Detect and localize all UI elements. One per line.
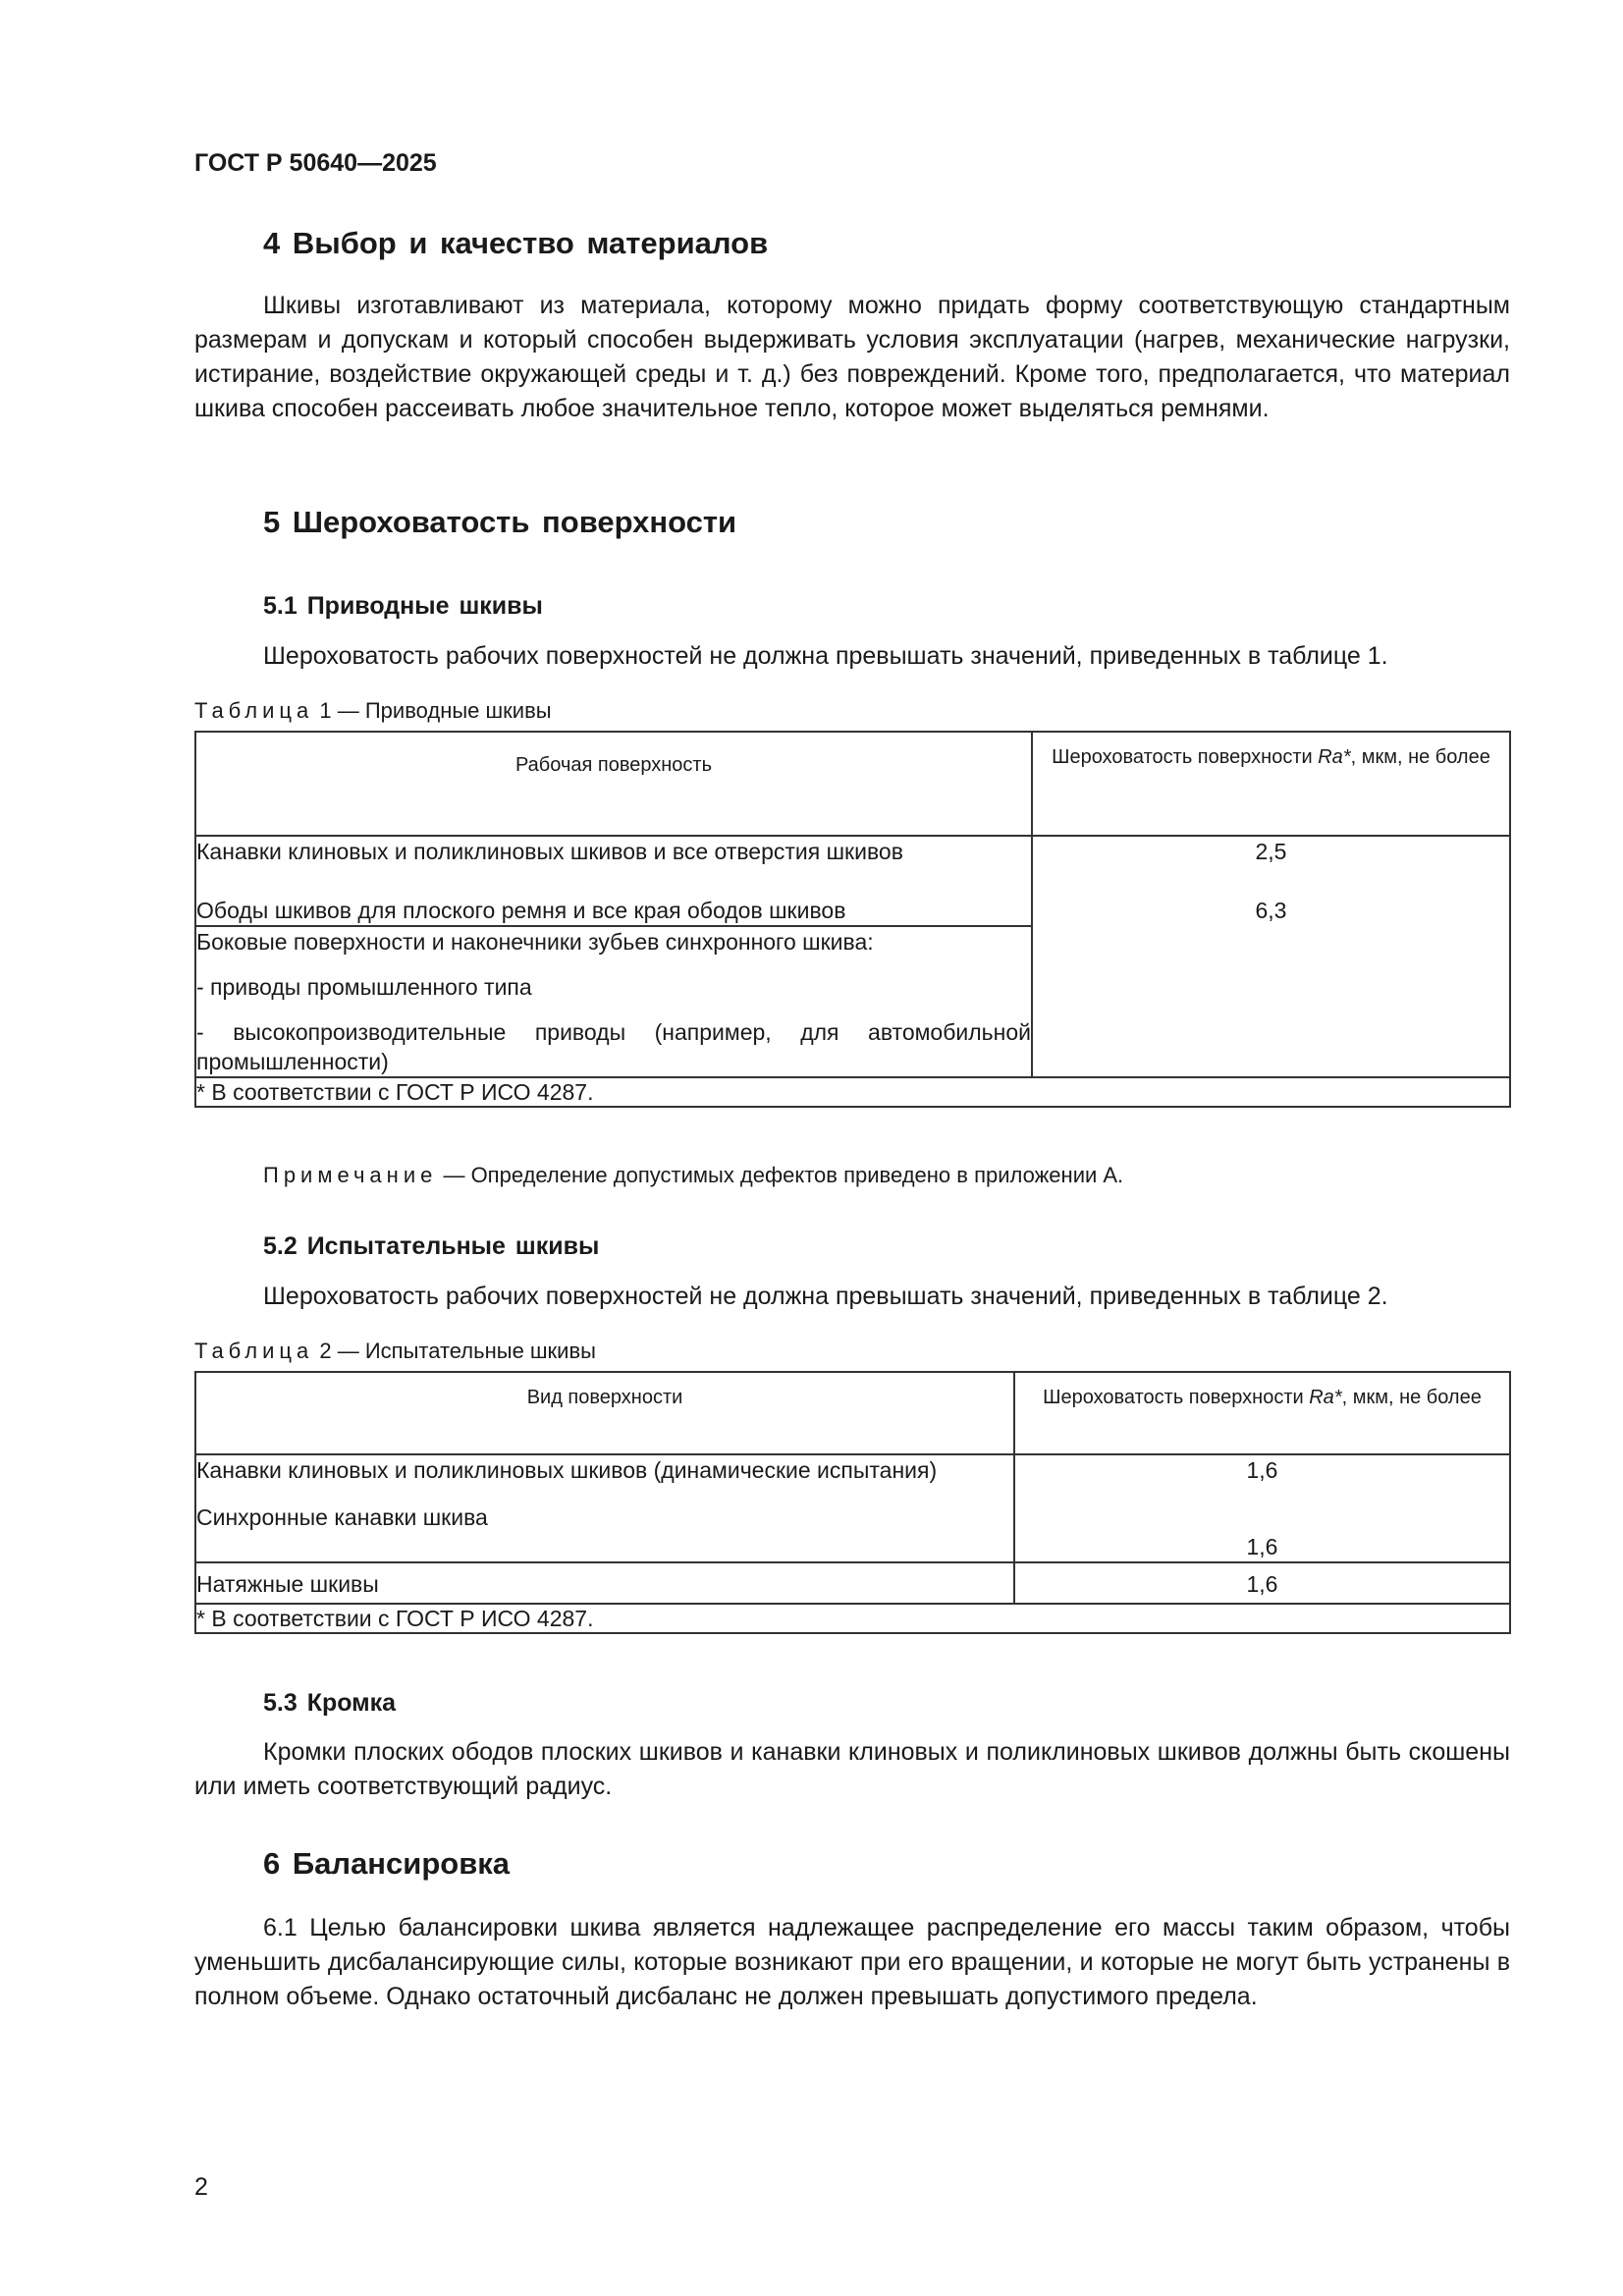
subsection-5-1-heading: 5.1 Приводные шкивы — [263, 592, 543, 620]
row-surface: Канавки клиновых и поликлиновых шкивов (динамические испытания) — [196, 1457, 938, 1483]
subsection-5-3-paragraph: Кромки плоских ободов плоских шкивов и канавки клиновых и поликлиновых шкивов должны быть скошены или иметь соответствующий радиус. — [194, 1738, 1510, 1800]
section-6-paragraph: 6.1 Целью балансировки шкива является надлежащее распределение его массы таким образом, чтобы уменьшить дисбалансирующие силы, которые возникают при его вращении, и которые не могут быть устранены в полном объеме. Однако остаточный дисбаланс не должен превышать допустимого предела. — [194, 1914, 1510, 2010]
row-value: 2,5 — [1255, 839, 1287, 864]
table-cell — [1032, 836, 1510, 1077]
table-cell — [195, 926, 1032, 1077]
row-surface: Канавки клиновых и поликлиновых шкивов и все отверстия шкивов — [196, 839, 903, 864]
table-header-cell: Вид поверхности — [195, 1372, 1014, 1454]
row-surface: - высокопроизводительные приводы (например, для автомобильной промышленности) — [196, 1019, 1031, 1074]
table-header-cell: Рабочая поверхность — [195, 732, 1032, 836]
table-row — [195, 1562, 1510, 1604]
table-2-caption: Таблица 2 — Испытательные шкивы — [194, 1339, 596, 1363]
table-header-row — [195, 1372, 1510, 1454]
table-row — [195, 836, 1510, 926]
table-cell: Натяжные шкивы — [195, 1562, 1014, 1604]
table-footnote-row — [195, 1077, 1510, 1107]
section-5-heading: 5 Шероховатость поверхности — [263, 505, 737, 539]
subsection-5-2-paragraph: Шероховатость рабочих поверхностей не должна превышать значений, приведенных в таблице 2. — [263, 1283, 1388, 1310]
table-1 — [194, 731, 1511, 1108]
table-cell — [1014, 1454, 1510, 1562]
table-cell — [195, 1454, 1014, 1562]
table-header-row — [195, 732, 1510, 836]
row-surface: Ободы шкивов для плоского ремня и все края ободов шкивов — [196, 898, 846, 923]
table-footnote: * В соответствии с ГОСТ Р ИСО 4287. — [195, 1604, 1510, 1633]
table-2 — [194, 1371, 1511, 1634]
table-header-cell: Шероховатость поверхности Ra*, мкм, не более — [1014, 1372, 1510, 1454]
section-4-heading: 4 Выбор и качество материалов — [263, 226, 769, 260]
table-header-cell: Шероховатость поверхности Ra*, мкм, не более — [1032, 732, 1510, 836]
row-value: 1,6 — [1246, 1534, 1278, 1559]
section-6-heading: 6 Балансировка — [263, 1846, 511, 1881]
subsection-5-3-heading: 5.3 Кромка — [263, 1689, 397, 1717]
table-row — [195, 1454, 1510, 1562]
subsection-5-2-heading: 5.2 Испытательные шкивы — [263, 1232, 600, 1260]
row-value: 6,3 — [1255, 898, 1287, 923]
row-surface: Синхронные канавки шкива — [196, 1504, 488, 1530]
row-value: 1,6 — [1246, 1457, 1278, 1483]
table-cell: 1,6 — [1014, 1562, 1510, 1604]
table-1-caption: Таблица 1 — Приводные шкивы — [194, 698, 552, 723]
table-cell — [195, 836, 1032, 926]
standard-number: ГОСТ Р 50640—2025 — [194, 149, 437, 177]
table-note: Примечание — Определение допустимых дефектов приведено в приложении А. — [263, 1163, 1124, 1187]
table-footnote: * В соответствии с ГОСТ Р ИСО 4287. — [195, 1077, 1510, 1107]
table-footnote-row — [195, 1604, 1510, 1633]
page-number: 2 — [194, 2173, 208, 2201]
subsection-5-1-paragraph: Шероховатость рабочих поверхностей не должна превышать значений, приведенных в таблице 1. — [263, 642, 1388, 670]
section-4-paragraph: Шкивы изготавливают из материала, которому можно придать форму соответствующую стандартным размерам и допускам и который способен выдерживать условия эксплуатации (нагрев, механические нагрузки, истирание, воздействие окружающей среды и т. д.) без повреждений. Кроме того, предполагается, что материал шкива способен рассеивать любое значительное тепло, которое может выделяться ремнями. — [194, 292, 1510, 422]
row-surface: Боковые поверхности и наконечники зубьев синхронного шкива: — [196, 929, 874, 955]
row-surface: - приводы промышленного типа — [196, 974, 532, 1000]
